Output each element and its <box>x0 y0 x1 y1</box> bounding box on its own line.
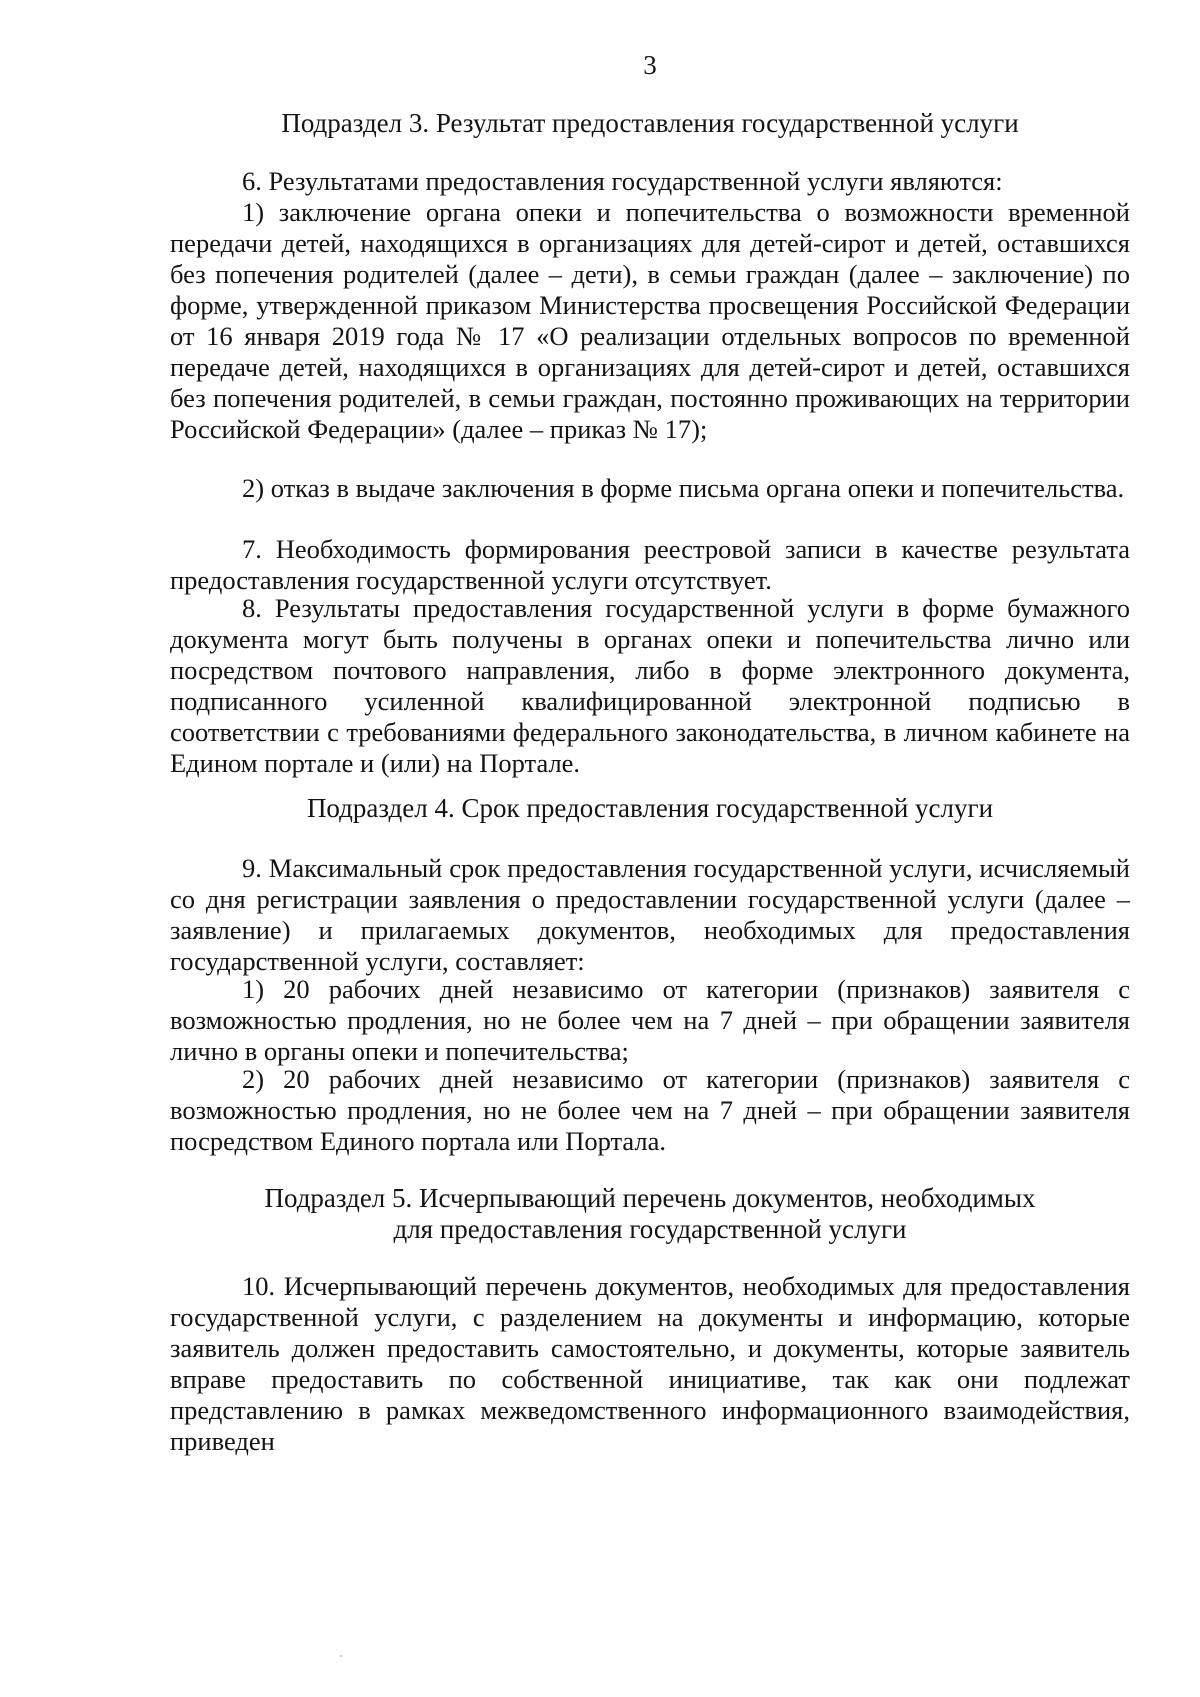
paragraph-10: 10. Исчерпывающий перечень документов, необходимых для предоставления государственной услуги, с разделением на документы и информацию, которые заявитель должен предоставить самостоятельно, и документы, которые заявитель вправе предоставить по собственной инициативе, так как они подлежат представлению в рамках межведомственного информационного взаимодействия, приведен <box>170 1271 1130 1456</box>
page-number: 3 <box>643 50 657 80</box>
paragraph-6: 6. Результатами предоставления государственной услуги являются: <box>242 166 1003 196</box>
section-5-heading <box>170 1183 1130 1245</box>
section-5-heading-line-2: для предоставления государственной услуги <box>393 1214 907 1244</box>
section-3-heading: Подраздел 3. Результат предоставления государственной услуги <box>281 108 1019 138</box>
document-page <box>170 0 1130 1697</box>
section-4-heading: Подраздел 4. Срок предоставления государственной услуги <box>306 793 994 823</box>
paragraph-6-item-2: 2) отказ в выдаче заключения в форме письма органа опеки и попечительства. <box>242 473 1125 503</box>
paragraph-8: 8. Результаты предоставления государственной услуги в форме бумажного документа могут быть получены в органах опеки и попечительства лично или посредством почтового направления, либо в форме электронного документа, подписанного усиленной квалифицированной электронной подписью в соответствии с требованиями федерального законодательства, в личном кабинете на Едином портале и (или) на Портале. <box>170 593 1130 778</box>
paragraph-7: 7. Необходимость формирования реестровой записи в качестве результата предоставления государственной услуги отсутствует. <box>170 534 1130 595</box>
paragraph-9-item-2: 2) 20 рабочих дней независимо от категории (признаков) заявителя с возможностью продления, но не более чем на 7 дней – при обращении заявителя посредством Единого портала или Портала. <box>170 1064 1130 1156</box>
paragraph-6-item-1: 1) заключение органа опеки и попечительства о возможности временной передачи детей, находящихся в организациях для детей-сирот и детей, оставшихся без попечения родителей (далее – дети), в семьи граждан (далее – заключение) по форме, утвержденной приказом Министерства просвещения Российской Федерации от 16 января 2019 года № 17 «О реализации отдельных вопросов по временной передаче детей, находящихся в организациях для детей-сирот и детей, оставшихся без попечения родителей, в семьи граждан, постоянно проживающих на территории Российской Федерации» (далее – приказ № 17); <box>170 197 1130 444</box>
scan-artifact-dot <box>340 1655 342 1657</box>
section-5-heading-line-1: Подраздел 5. Исчерпывающий перечень документов, необходимых <box>264 1183 1036 1213</box>
paragraph-9: 9. Максимальный срок предоставления государственной услуги, исчисляемый со дня регистрации заявления о предоставлении государственной услуги (далее – заявление) и прилагаемых документов, необходимых для предоставления государственной услуги, составляет: <box>170 853 1130 976</box>
paragraph-9-item-1: 1) 20 рабочих дней независимо от категории (признаков) заявителя с возможностью продления, но не более чем на 7 дней – при обращении заявителя лично в органы опеки и попечительства; <box>170 974 1130 1066</box>
